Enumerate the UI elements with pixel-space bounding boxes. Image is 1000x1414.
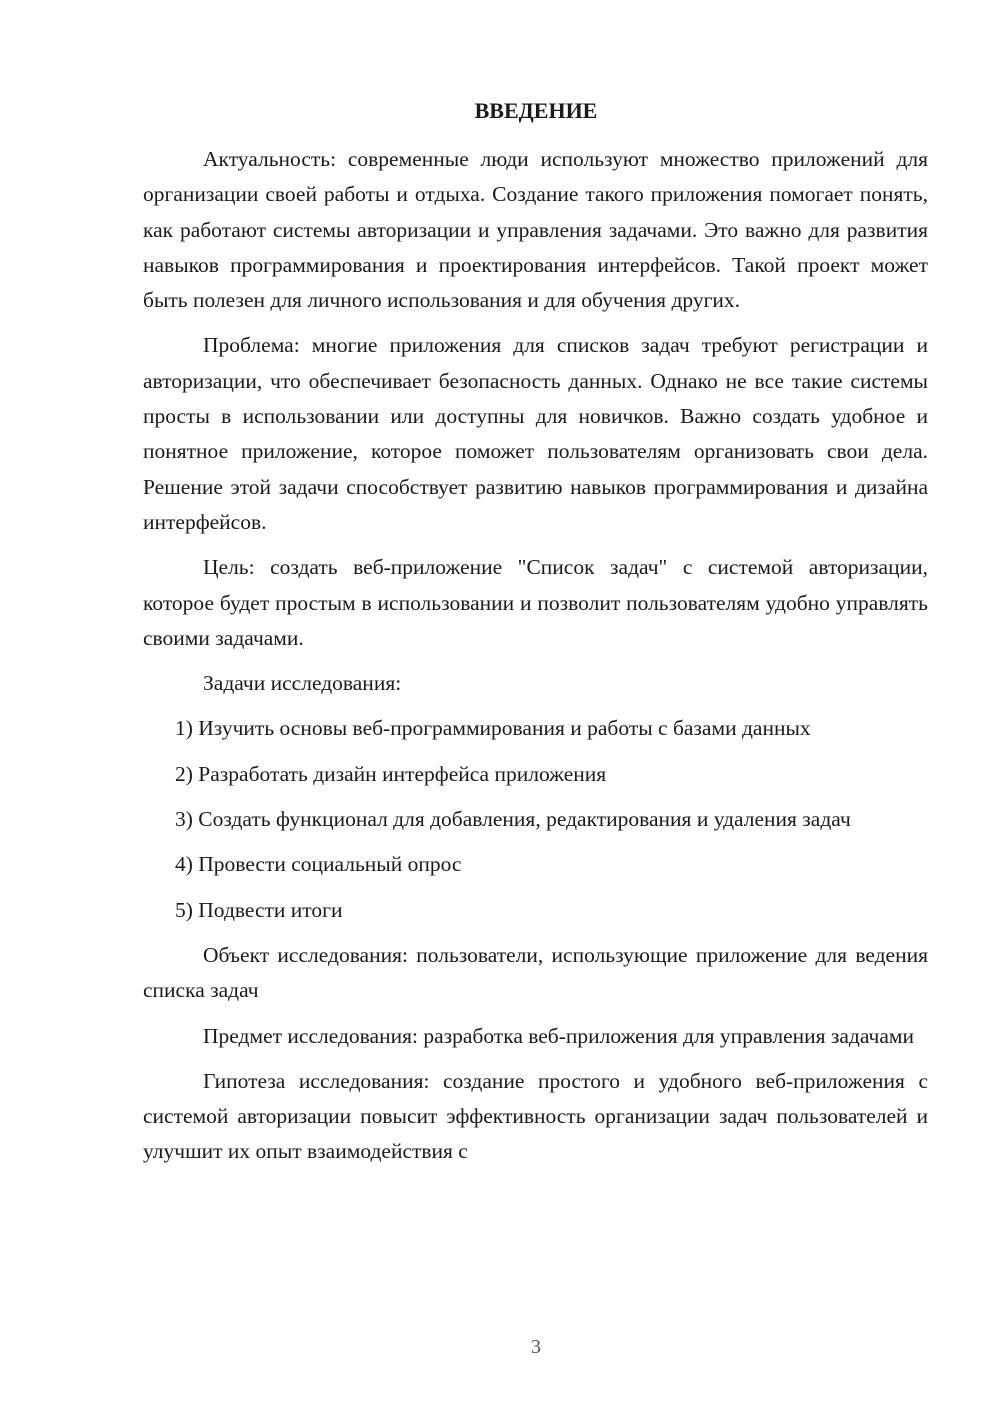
paragraph-object: Объект исследования: пользователи, использующие приложение для ведения списка задач xyxy=(143,942,928,1003)
document-body xyxy=(143,142,928,1180)
section-title: ВВЕДЕНИЕ xyxy=(474,98,598,123)
task-item-5: 5) Подвести итоги xyxy=(175,897,343,922)
paragraph-problem: Проблема: многие приложения для списков задач требуют регистрации и авторизации, что обеспечивает безопасность данных. Однако не все такие системы просты в использовании или доступны для новичков. Важно создать удобное и понятное приложение, которое поможет пользователям организовать свои дела. Решение этой задачи способствует развитию навыков программирования и дизайна интерфейсов. xyxy=(143,333,928,534)
tasks-heading: Задачи исследования: xyxy=(203,671,402,696)
paragraph-goal: Цель: создать веб-приложение "Список задач" с системой авторизации, которое будет простым в использовании и позволит пользователям удобно управлять своими задачами. xyxy=(143,555,928,650)
task-item-2: 2) Разработать дизайн интерфейса приложения xyxy=(175,761,607,786)
paragraph-subject: Предмет исследования: разработка веб-приложения для управления задачами xyxy=(203,1023,915,1048)
task-item-1: 1) Изучить основы веб-программирования и работы с базами данных xyxy=(175,716,811,741)
task-item-3: 3) Создать функционал для добавления, редактирования и удаления задач xyxy=(175,807,851,832)
paragraph-relevance: Актуальность: современные люди используют множество приложений для организации своей работы и отдыха. Создание такого приложения помогает понять, как работают системы авторизации и управления задачами. Это важно для развития навыков программирования и проектирования интерфейсов. Такой проект может быть полезен для личного использования и для обучения других. xyxy=(143,147,928,313)
paragraph-hypothesis: Гипотеза исследования: создание простого и удобного веб-приложения с системой авторизации повысит эффективность организации задач пользователей и улучшит их опыт взаимодействия с xyxy=(143,1068,928,1164)
task-item-4: 4) Провести социальный опрос xyxy=(175,852,462,877)
page-number: 3 xyxy=(531,1336,541,1358)
